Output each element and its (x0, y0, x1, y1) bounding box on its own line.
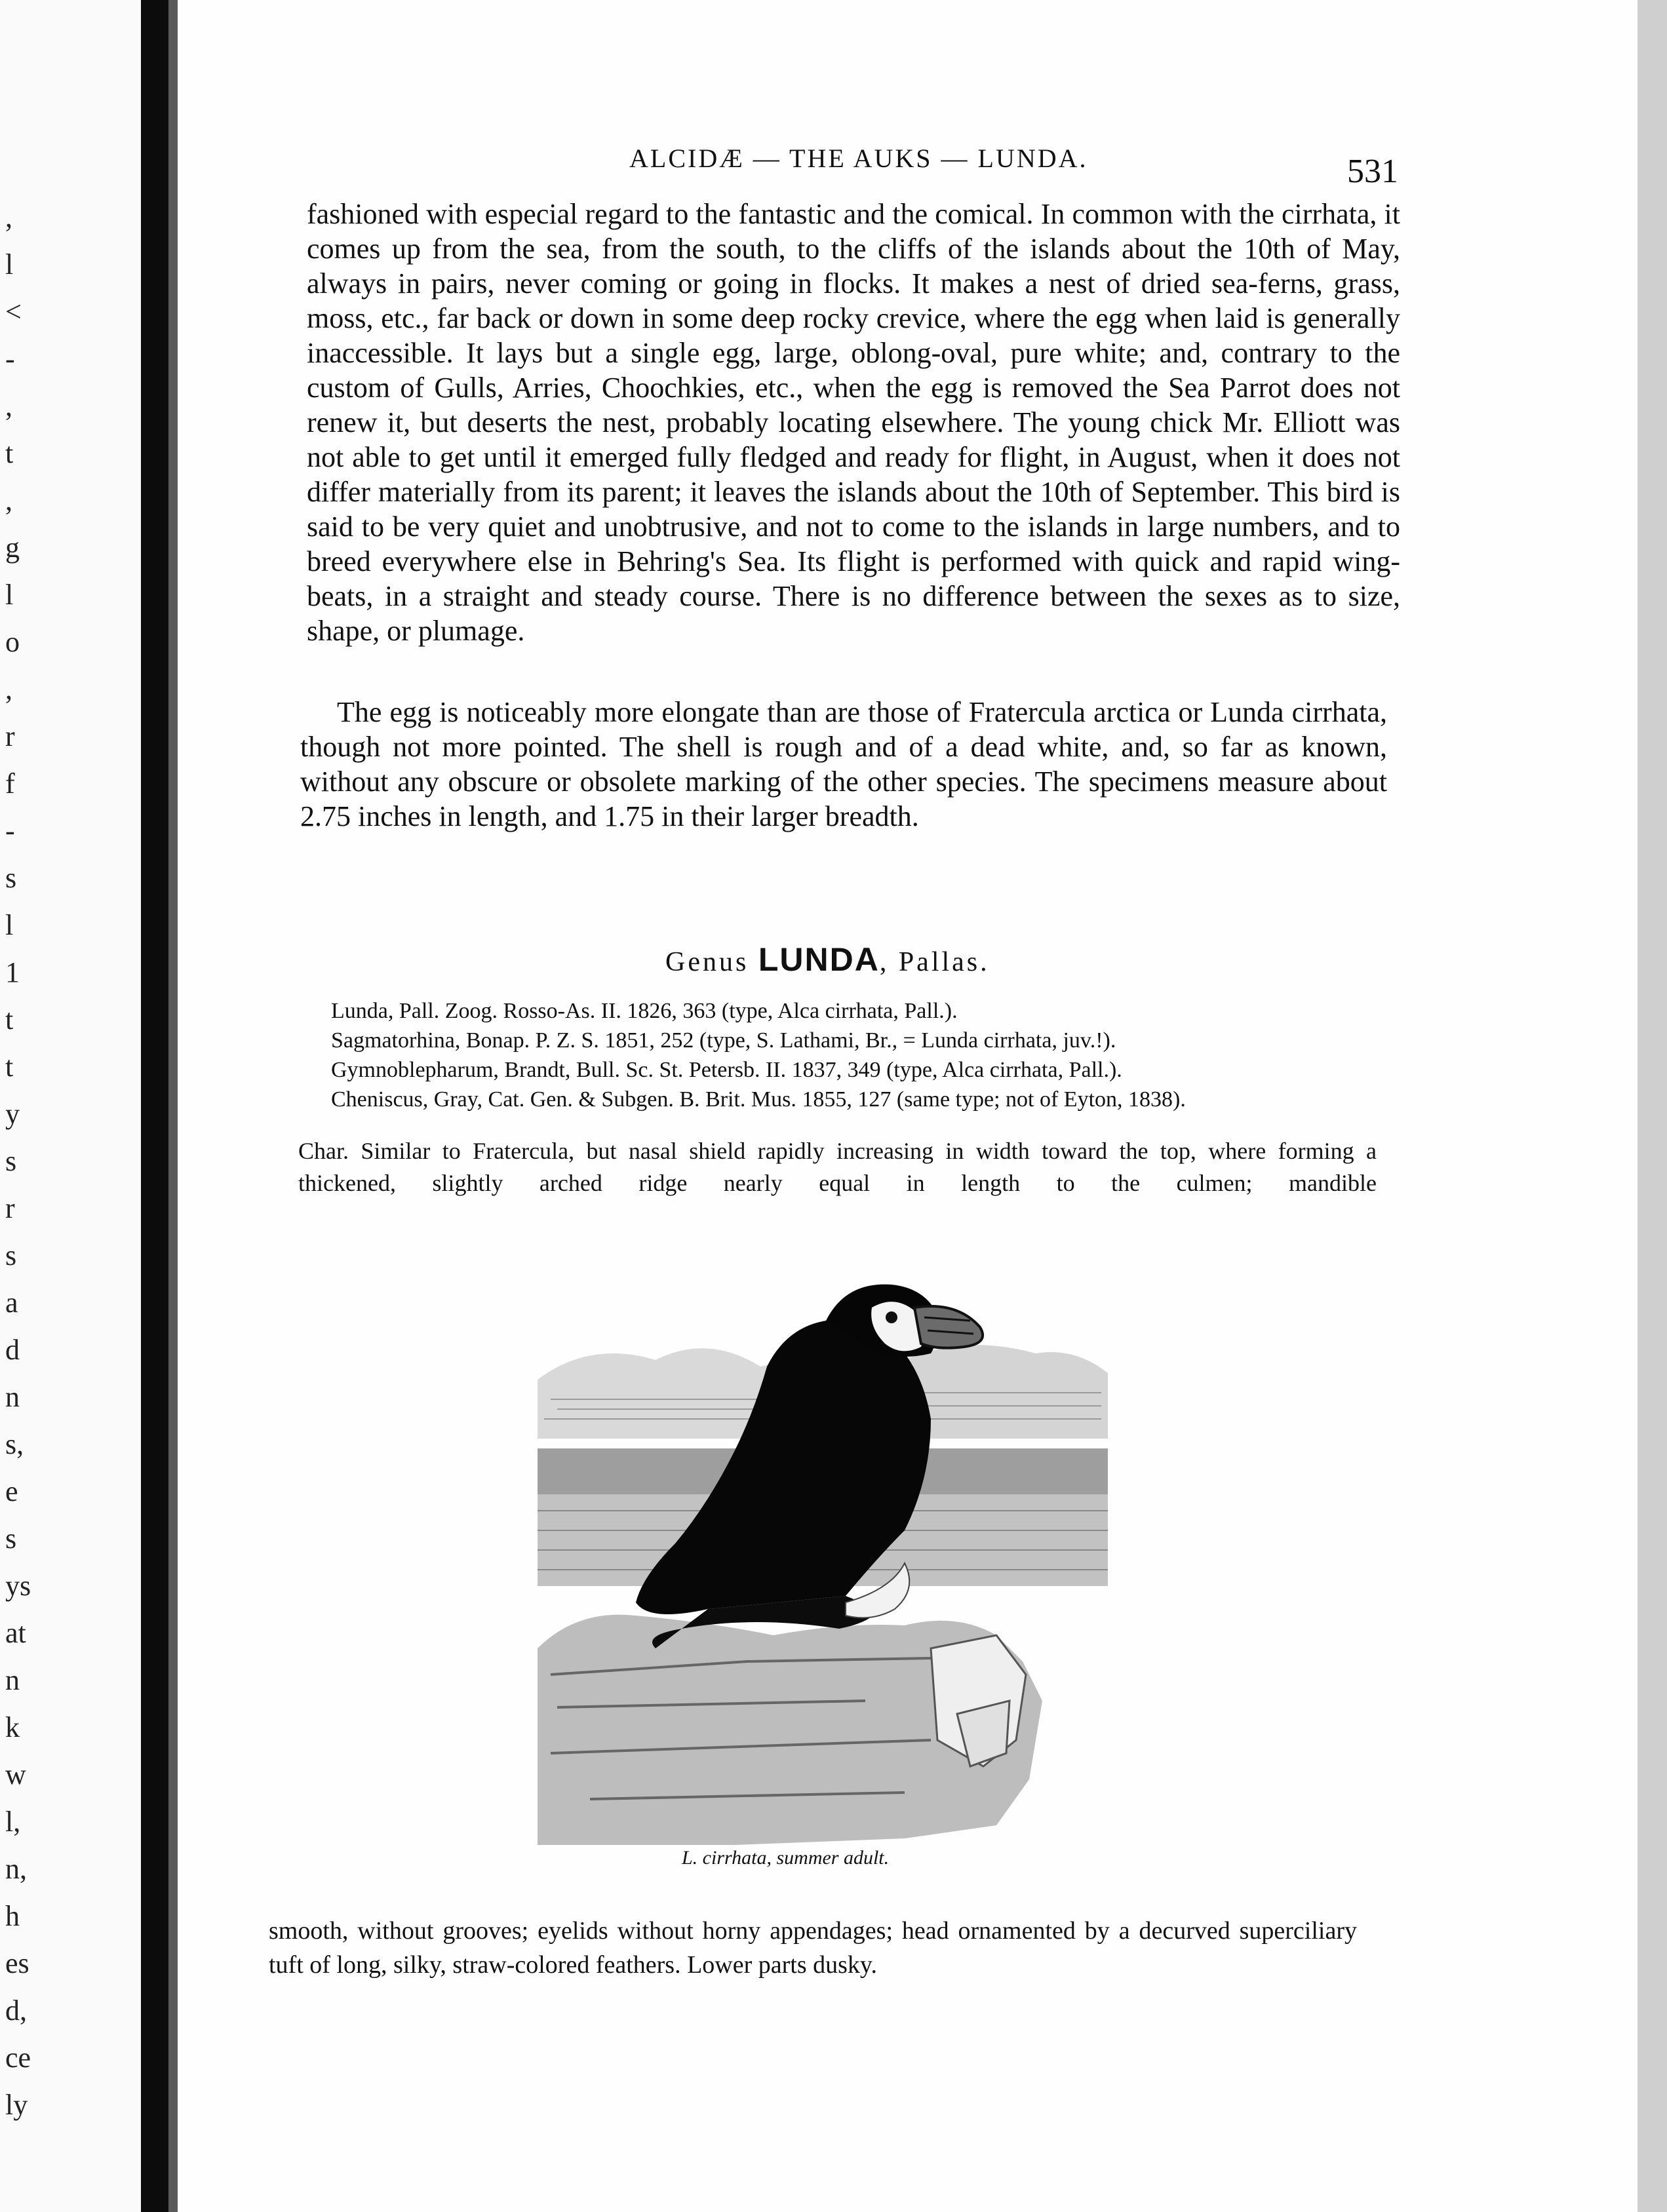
synonymy-list (331, 996, 1354, 1114)
margin-fragment: n, (5, 1853, 27, 1885)
book-gutter (141, 0, 168, 2212)
paragraph-1 (307, 197, 1400, 648)
margin-fragment: , (5, 673, 12, 705)
genus-prefix: Genus (665, 947, 749, 977)
margin-fragment: ys (5, 1570, 31, 1602)
margin-fragment: l (5, 579, 14, 611)
synonym-line: Cheniscus, Gray, Cat. Gen. & Subgen. B. Brit. Mus. 1855, 127 (same type; not of Eyton, 1838). (331, 1087, 1186, 1112)
generic-characters: Char. Similar to Fratercula, but nasal shield rapidly increasing in width toward the top, where forming a thickened, slightly arched ridge nearly equal in length to the culmen; mandible (298, 1138, 1377, 1196)
margin-fragment: t (5, 1003, 14, 1036)
margin-fragment: s (5, 1239, 17, 1271)
margin-fragment: s (5, 1523, 17, 1555)
synonym-line: Gymnoblepharum, Brandt, Bull. Sc. St. Petersb. II. 1837, 349 (type, Alca cirrhata, Pall.). (331, 1058, 1122, 1082)
margin-fragment: - (5, 815, 15, 847)
margin-fragment: k (5, 1711, 20, 1743)
genus-heading (665, 941, 990, 979)
margin-fragment: r (5, 720, 15, 752)
page-number: 531 (1347, 153, 1398, 190)
page-edge-right (1638, 0, 1667, 2212)
margin-fragment: , (5, 390, 12, 422)
margin-fragment: l (5, 248, 14, 281)
page-shadow (168, 0, 178, 2212)
margin-fragment: e (5, 1475, 18, 1507)
margin-fragment: es (5, 1947, 29, 1979)
synonym-line: Sagmatorhina, Bonap. P. Z. S. 1851, 252 (type, S. Lathami, Br., = Lunda cirrhata, juv.!). (331, 1028, 1116, 1053)
margin-fragment: at (5, 1617, 26, 1649)
margin-fragment: s (5, 862, 17, 894)
paragraph-1-text: fashioned with especial regard to the fantastic and the comical. In common with the cirrhata, it comes up from the sea, from the south, to the cliffs of the islands about the 10th of May, always in pairs, never coming or going in flocks. It makes a nest of dried sea-ferns, grass, moss, etc., far back or down in some deep rocky crevice, where the egg when laid is generally inaccessible. It lays but a single egg, large, oblong-oval, pure white; and, contrary to the custom of Gulls, Arries, Choochkies, etc., when the egg is removed the Sea Parrot does not renew it, but deserts the nest, probably locating elsewhere. The young chick Mr. Elliott was not able to get until it emerged fully fledged and ready for flight, in August, when it does not differ materially from its parent; it leaves the islands about the 10th of September. This bird is said to be very quiet and unobtrusive, and not to come to the islands in large numbers, and to breed everywhere else in Behring's Sea. Its flight is performed with quick and rapid wing-beats, in a straight and steady course. There is no difference between the sexes as to size, shape, or plumage. (307, 198, 1400, 647)
running-head: ALCIDÆ — THE AUKS — LUNDA. (629, 144, 1088, 173)
margin-fragment: , (5, 484, 12, 516)
margin-fragment: l (5, 909, 14, 941)
genus-name: LUNDA (758, 941, 880, 978)
margin-fragment: t (5, 437, 14, 469)
margin-fragment: r (5, 1192, 15, 1224)
margin-fragment: a (5, 1287, 18, 1319)
margin-fragment: ce (5, 2042, 31, 2074)
margin-fragment: s (5, 1145, 17, 1177)
margin-fragment: g (5, 532, 20, 564)
paragraph-2-text: The egg is noticeably more elongate than are those of Fratercula arctica or Lunda cirrhata, though not more pointed. The shell is rough and of a dead white, and, so far as known, without any obscure or obsolete marking of the other species. The specimens measure about 2.75 inches in length, and 1.75 in their larger breadth. (300, 696, 1387, 832)
margin-fragment: t (5, 1051, 14, 1083)
synonym-line: Lunda, Pall. Zoog. Rosso-As. II. 1826, 363 (type, Alca cirrhata, Pall.). (331, 999, 958, 1023)
margin-fragment: d, (5, 1994, 27, 2027)
margin-fragment: l, (5, 1806, 21, 1838)
previous-page-edge (0, 0, 141, 2212)
margin-fragment: ly (5, 2089, 28, 2121)
margin-fragment: n (5, 1381, 20, 1413)
margin-fragment: , (5, 201, 12, 233)
generic-characters-continued: smooth, without grooves; eyelids without horny appendages; head ornamented by a decurved superciliary tuft of long, silky, straw-colored feathers. Lower parts dusky. (269, 1917, 1357, 1979)
paragraph-2 (300, 695, 1387, 834)
margin-fragment: - (5, 343, 15, 375)
genus-author: , Pallas. (879, 947, 990, 977)
margin-fragment: d (5, 1334, 20, 1366)
margin-fragment: o (5, 626, 20, 658)
margin-fragment: f (5, 767, 15, 800)
figure-caption: L. cirrhata, summer adult. (682, 1847, 890, 1869)
margin-fragment: n (5, 1664, 20, 1696)
margin-fragment: y (5, 1098, 20, 1130)
margin-fragment: < (5, 296, 22, 328)
puffin-illustration (538, 1281, 1108, 1845)
margin-fragment: h (5, 1900, 20, 1932)
margin-fragment: s, (5, 1428, 24, 1460)
margin-fragment: 1 (5, 956, 20, 988)
margin-fragment: w (5, 1758, 26, 1791)
